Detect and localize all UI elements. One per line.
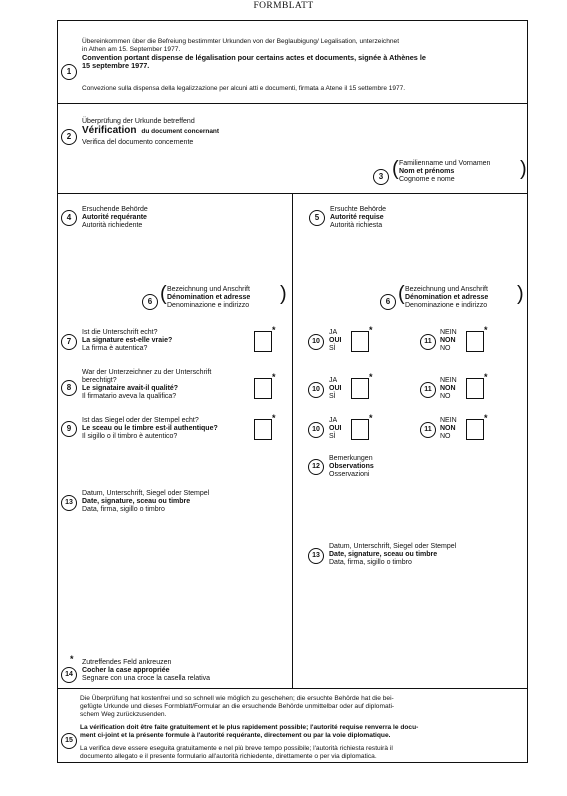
s5-german: Ersuchte Behörde [330, 206, 387, 213]
s13-right-french: Date, signature, sceau ou timbre [329, 551, 438, 558]
form-frame [57, 20, 528, 763]
form-title: FORMBLATT [253, 1, 314, 11]
s15-french-line1: La vérification doit être faite gratuitement et le plus rapidement possible; l'autorité requise renverra le docu- [80, 724, 419, 731]
checkbox-ja-3[interactable] [351, 419, 369, 440]
s5-italian: Autorità richiesta [330, 222, 383, 229]
section-number-9: 9 [61, 421, 77, 437]
s15-german-line1: Die Überprüfung hat kostenfrei und so schnell wie möglich zu geschehen; die ersuchte Behörde hat die bei- [80, 695, 394, 702]
s13-right-german: Datum, Unterschrift, Siegel oder Stempel [329, 543, 457, 550]
section-number-13-right: 13 [308, 548, 324, 564]
star-mark: * [272, 372, 276, 382]
section-number-1: 1 [61, 64, 77, 80]
non-label: NON [440, 425, 456, 432]
oui-label: OUI [329, 425, 342, 432]
nein-label: NEIN [440, 417, 457, 424]
section-number-13-left: 13 [61, 495, 77, 511]
star-mark: * [272, 413, 276, 423]
close-paren: ) [520, 158, 527, 180]
s15-italian-line2: documento allegato e il presente formulario all'autorità richiedente, direttamente o per via diplomatica. [80, 753, 377, 760]
section-number-11: 11 [420, 334, 436, 350]
section-number-10: 10 [308, 422, 324, 438]
non-label: NON [440, 385, 456, 392]
s2-french [82, 127, 219, 136]
s8-italian: Il firmatario aveva la qualifica? [82, 393, 177, 400]
s9-italian: Il sigillo o il timbro è autentico? [82, 433, 178, 440]
section-number-14: 14 [61, 667, 77, 683]
column-divider [292, 193, 293, 688]
s6-right-french: Dénomination et adresse [405, 294, 489, 301]
no-label: NO [440, 433, 451, 440]
star-mark: * [70, 654, 74, 664]
si-label: SÌ [329, 393, 336, 400]
ja-label: JA [329, 417, 338, 424]
checkbox-s7[interactable] [254, 331, 272, 352]
open-paren: ( [392, 158, 399, 180]
section-number-3: 3 [373, 169, 389, 185]
close-paren: ) [517, 283, 524, 305]
s8-german-line2: berechtigt? [82, 377, 117, 384]
star-mark: * [484, 413, 488, 423]
s12-italian: Osservazioni [329, 471, 370, 478]
s3-german: Familienname und Vornamen [399, 160, 491, 167]
open-paren: ( [398, 283, 405, 305]
checkbox-nein-1[interactable] [466, 331, 484, 352]
s13-left-italian: Data, firma, sigillo o timbro [82, 506, 165, 513]
divider [58, 688, 527, 689]
s1-german-line1: Übereinkommen über die Befreiung bestimmter Urkunden von der Beglaubigung/ Legalisation, unterzeichnet [82, 38, 400, 45]
s6-right-italian: Denominazione e indirizzo [405, 302, 488, 309]
s7-italian: La firma è autentica? [82, 345, 148, 352]
nein-label: NEIN [440, 377, 457, 384]
divider [58, 103, 527, 104]
no-label: NO [440, 393, 451, 400]
si-label: SÌ [329, 345, 336, 352]
section-number-11: 11 [420, 422, 436, 438]
s13-right-italian: Data, firma, sigillo o timbro [329, 559, 412, 566]
close-paren: ) [280, 283, 287, 305]
s2-french-big: Vérification [82, 125, 137, 136]
s4-italian: Autorità richiedente [82, 222, 143, 229]
ja-label: JA [329, 329, 338, 336]
s1-french-line2: 15 septembre 1977. [82, 61, 150, 70]
s6-left-french: Dénomination et adresse [167, 294, 251, 301]
s6-left-german: Bezeichnung und Anschrift [167, 286, 250, 293]
s3-french: Nom et prénoms [399, 168, 455, 175]
s14-german: Zutreffendes Feld ankreuzen [82, 659, 172, 666]
star-mark: * [484, 372, 488, 382]
s13-left-french: Date, signature, sceau ou timbre [82, 498, 191, 505]
ja-label: JA [329, 377, 338, 384]
checkbox-s9[interactable] [254, 419, 272, 440]
s2-french-small: du document concernant [141, 128, 220, 135]
s9-german: Ist das Siegel oder der Stempel echt? [82, 417, 199, 424]
section-number-10: 10 [308, 334, 324, 350]
s15-german-line3: schem Weg zurückzusenden. [80, 711, 167, 718]
section-number-15: 15 [61, 733, 77, 749]
nein-label: NEIN [440, 329, 457, 336]
section-number-7: 7 [61, 334, 77, 350]
s12-german: Bemerkungen [329, 455, 373, 462]
s9-french: Le sceau ou le timbre est-il authentique? [82, 425, 218, 432]
open-paren: ( [160, 283, 167, 305]
s14-italian: Segnare con una croce la casella relativa [82, 675, 211, 682]
s3-italian: Cognome e nome [399, 176, 455, 183]
s7-german: Ist die Unterschrift echt? [82, 329, 158, 336]
section-number-6-left: 6 [142, 294, 158, 310]
s1-german-line2: in Athen am 15. September 1977. [82, 46, 181, 53]
s6-right-german: Bezeichnung und Anschrift [405, 286, 488, 293]
s2-german: Überprüfung der Urkunde betreffend [82, 118, 195, 125]
checkbox-nein-3[interactable] [466, 419, 484, 440]
s14-french: Cocher la case appropriée [82, 667, 170, 674]
s13-left-german: Datum, Unterschrift, Siegel oder Stempel [82, 490, 210, 497]
star-mark: * [272, 325, 276, 335]
section-number-8: 8 [61, 380, 77, 396]
s2-italian: Verifica del documento concernente [82, 139, 194, 146]
si-label: SÌ [329, 433, 336, 440]
section-number-6-right: 6 [380, 294, 396, 310]
oui-label: OUI [329, 385, 342, 392]
section-number-12: 12 [308, 459, 324, 475]
star-mark: * [369, 372, 373, 382]
checkbox-ja-1[interactable] [351, 331, 369, 352]
s15-french-line2: ment ci-joint et la présente formule à l'autorité requérante, directement ou par la voie diplomatique. [80, 732, 391, 739]
s15-german-line2: gefügte Urkunde und dieses Formblatt/Formular an die ersuchende Behörde unmittelbar oder auf diplomati- [80, 703, 395, 710]
star-mark: * [369, 325, 373, 335]
s1-italian: Convezione sulla dispensa della legalizzazione per alcuni atti e documenti, firmata a Atene il 15 settembre 1977. [82, 85, 406, 92]
checkbox-s8[interactable] [254, 378, 272, 399]
section-number-10: 10 [308, 382, 324, 398]
section-number-2: 2 [61, 129, 77, 145]
s4-german: Ersuchende Behörde [82, 206, 148, 213]
s6-left-italian: Denominazione e indirizzo [167, 302, 250, 309]
s5-french: Autorité requise [330, 214, 384, 221]
s8-german-line1: War der Unterzeichner zu der Unterschrift [82, 369, 212, 376]
s12-french: Observations [329, 463, 374, 470]
section-number-5: 5 [309, 210, 325, 226]
checkbox-nein-2[interactable] [466, 378, 484, 399]
s1-french-line1: Convention portant dispense de légalisation pour certains actes et documents, signée à Athènes le [82, 53, 426, 62]
oui-label: OUI [329, 337, 342, 344]
s4-french: Autorité requérante [82, 214, 147, 221]
s15-italian-line1: La verifica deve essere eseguita gratuitamente e nel più breve tempo possibile; l'autorità richiesta restuirà il [80, 745, 393, 752]
non-label: NON [440, 337, 456, 344]
star-mark: * [369, 413, 373, 423]
no-label: NO [440, 345, 451, 352]
section-number-4: 4 [61, 210, 77, 226]
s7-french: La signature est-elle vraie? [82, 337, 173, 344]
checkbox-ja-2[interactable] [351, 378, 369, 399]
section-number-11: 11 [420, 382, 436, 398]
s8-french: Le signataire avait-il qualité? [82, 385, 179, 392]
star-mark: * [484, 325, 488, 335]
